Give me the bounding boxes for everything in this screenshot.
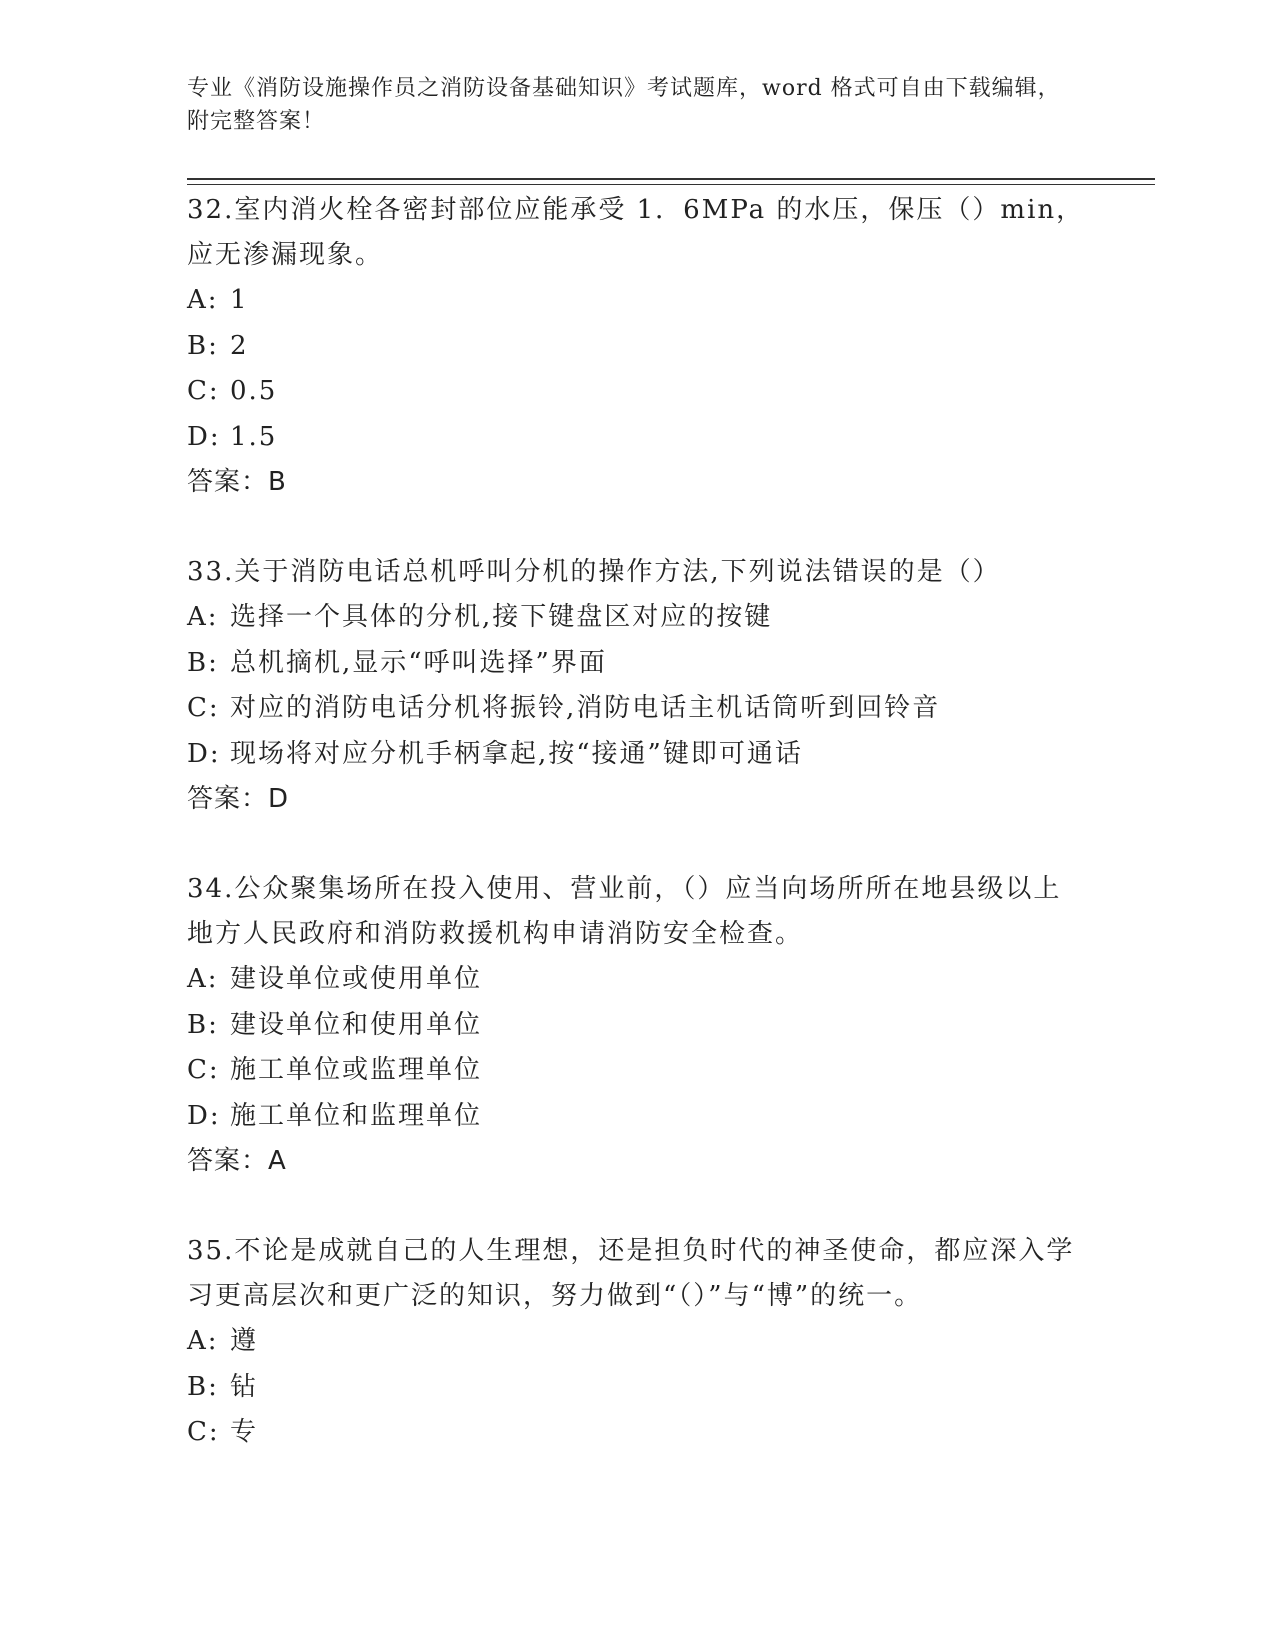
option-text: 对应的消防电话分机将振铃,消防电话主机话筒听到回铃音	[230, 693, 941, 723]
option-text: 1	[230, 285, 249, 315]
option-a	[187, 278, 1087, 324]
option-a	[187, 1319, 1087, 1365]
option-letter: B:	[187, 1009, 219, 1040]
question-35	[187, 1229, 1087, 1456]
answer-line: 答案：A	[187, 1146, 287, 1176]
question-32	[187, 188, 1087, 505]
option-text: 0.5	[230, 376, 278, 406]
option-letter: A:	[187, 1326, 219, 1356]
document-header: 专业《消防设施操作员之消防设备基础知识》考试题库，word 格式可自由下载编辑，附完整答案！	[187, 76, 1061, 134]
option-c	[187, 369, 1087, 415]
option-c	[187, 1410, 1087, 1456]
option-text: 遵	[230, 1326, 259, 1356]
option-text: 施工单位和监理单位	[230, 1100, 483, 1131]
option-b	[187, 1365, 1087, 1411]
answer-line: 答案：B	[187, 467, 287, 497]
option-letter: D:	[187, 738, 221, 769]
option-text: 施工单位或监理单位	[230, 1055, 483, 1085]
option-d	[187, 732, 1087, 778]
option-letter: C:	[187, 1417, 220, 1447]
option-b	[187, 324, 1087, 370]
option-text: 建设单位或使用单位	[230, 964, 483, 994]
option-letter: B:	[187, 330, 219, 361]
question-34	[187, 867, 1087, 1184]
question-33	[187, 550, 1087, 822]
option-text: 现场将对应分机手柄拿起,按“接通”键即可通话	[230, 738, 803, 769]
header-divider-thick	[187, 178, 1155, 180]
option-b	[187, 1003, 1087, 1049]
question-stem: 35.不论是成就自己的人生理想，还是担负时代的神圣使命，都应深入学习更高层次和更广泛的知识，努力做到“（）”与“博”的统一。	[187, 1236, 1075, 1311]
option-text: 2	[230, 330, 249, 361]
option-letter: A:	[187, 602, 219, 632]
option-letter: A:	[187, 964, 219, 994]
answer-line: 答案：D	[187, 784, 290, 814]
option-b	[187, 641, 1087, 687]
option-letter: C:	[187, 1055, 220, 1085]
option-letter: C:	[187, 376, 220, 406]
header-divider-thin	[187, 184, 1155, 185]
option-text: 总机摘机,显示“呼叫选择”界面	[230, 647, 607, 678]
option-letter: B:	[187, 647, 219, 678]
option-text: 选择一个具体的分机,接下键盘区对应的按键	[230, 602, 773, 632]
option-text: 专	[230, 1417, 259, 1447]
option-a	[187, 595, 1087, 641]
question-stem: 33.关于消防电话总机呼叫分机的操作方法,下列说法错误的是（）	[187, 557, 1001, 587]
option-text: 1.5	[230, 421, 278, 452]
question-stem: 32.室内消火栓各密封部位应能承受 1．6MPa 的水压，保压（）min，应无渗漏现象。	[187, 195, 1085, 270]
option-d	[187, 1094, 1087, 1140]
option-letter: D:	[187, 1100, 221, 1131]
option-c	[187, 686, 1087, 732]
option-letter: C:	[187, 693, 220, 723]
option-a	[187, 957, 1087, 1003]
option-text: 钻	[230, 1371, 259, 1402]
option-letter: B:	[187, 1371, 219, 1402]
option-text: 建设单位和使用单位	[230, 1009, 483, 1040]
option-d	[187, 415, 1087, 461]
option-c	[187, 1048, 1087, 1094]
question-list	[187, 188, 1087, 1501]
option-letter: D:	[187, 421, 221, 452]
question-stem: 34.公众聚集场所在投入使用、营业前，（）应当向场所所在地县级以上地方人民政府和消防救援机构申请消防安全检查。	[187, 874, 1062, 949]
option-letter: A:	[187, 285, 219, 315]
